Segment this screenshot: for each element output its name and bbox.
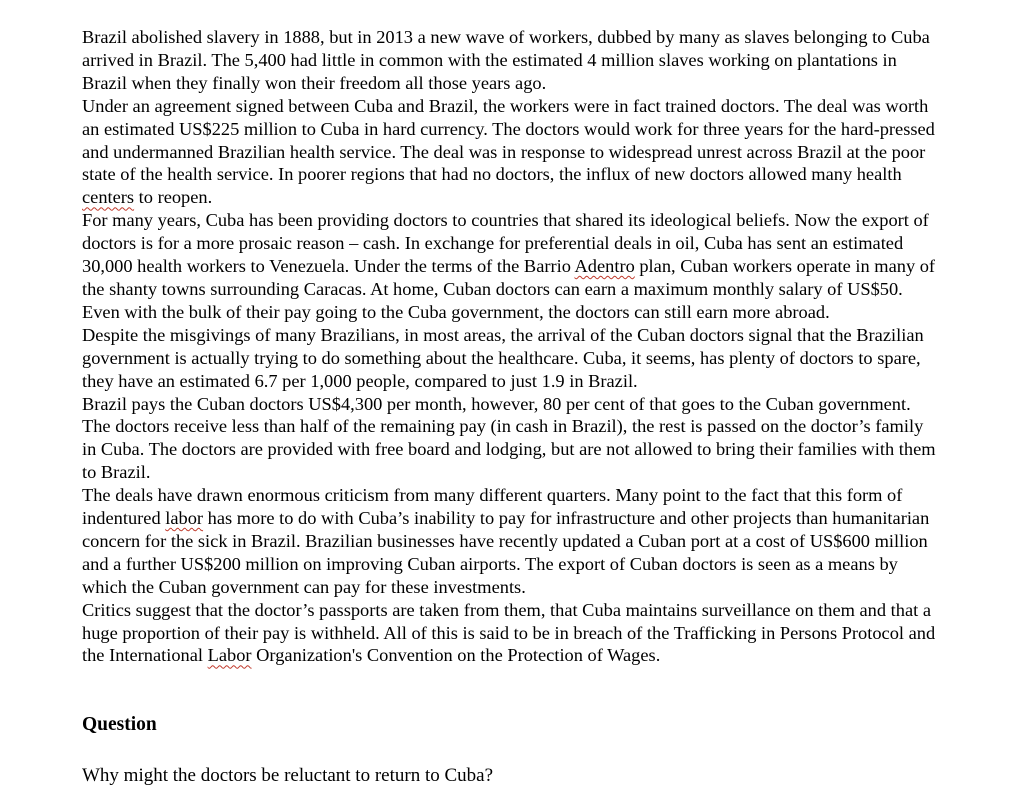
paragraph-text: Critics suggest that the doctor’s passports are taken from them, that Cuba maintains surveillance on them and that a huge proportion of their pay is withheld. All of this is said to be in breach of the Trafficking in Persons Protocol and the International (82, 599, 936, 666)
paragraph (82, 484, 942, 599)
document-page (82, 26, 942, 786)
paragraph (82, 26, 942, 95)
paragraph (82, 95, 942, 210)
spellcheck-flagged-word: centers (82, 187, 135, 208)
paragraph-text: The deals have drawn enormous criticism from many different quarters. Many point to the fact that this form of indentured (82, 485, 903, 529)
paragraph (82, 209, 942, 324)
paragraph (82, 599, 942, 668)
spellcheck-flagged-word: Adentro (574, 256, 635, 277)
question-heading: Question (82, 714, 157, 735)
paragraph-text: Brazil abolished slavery in 1888, but in 2013 a new wave of workers, dubbed by many as slaves belonging to Cuba arrived in Brazil. The 5,400 had little in common with the estimated 4 million slaves working on plantations in Brazil when they finally won their freedom all those years ago. (82, 27, 930, 93)
paragraph-text: Brazil pays the Cuban doctors US$4,300 per month, however, 80 per cent of that goes to the Cuban government. The doctors receive less than half of the remaining pay (in cash in Brazil), the rest is passed on the doctor’s family in Cuba. The doctors are provided with free board and lodging, but are not allowed to bring their families with them to Brazil. (82, 393, 936, 483)
document-body (82, 26, 942, 667)
question-text: Why might the doctors be reluctant to return to Cuba? (82, 765, 494, 786)
paragraph-text: plan, Cuban workers operate in many of the shanty towns surrounding Caracas. At home, Cuban doctors can earn a maximum monthly salary of US$50. Even with the bulk of their pay going to the Cuba government, the doctors can still earn more abroad. (82, 256, 936, 322)
paragraph-text: to reopen. (134, 187, 213, 208)
paragraph-text: has more to do with Cuba’s inability to pay for infrastructure and other projects than humanitarian concern for the sick in Brazil. Brazilian businesses have recently updated a Cuban port at a cost of US$600 million and a further US$200 million on improving Cuban airports. The export of Cuban doctors is seen as a means by which the Cuban government can pay for these investments. (82, 508, 930, 597)
paragraph (82, 324, 942, 393)
paragraph (82, 393, 942, 485)
paragraph-text: Despite the misgivings of many Brazilians, in most areas, the arrival of the Cuban doctors signal that the Brazilian government is actually trying to do something about the healthcare. Cuba, it seems, has plenty of doctors to spare, they have an estimated 6.7 per 1,000 people, compared to just 1.9 in Brazil. (82, 324, 924, 391)
paragraph-text: Under an agreement signed between Cuba and Brazil, the workers were in fact trained doctors. The deal was worth an estimated US$225 million to Cuba in hard currency. The doctors would work for three years for the hard-pressed and undermanned Brazilian health service. The deal was in response to widespread unrest across Brazil at the poor state of the health service. In poorer regions that had no doctors, the influx of new doctors allowed many health (82, 95, 935, 185)
paragraph-text: Organization's Convention on the Protection of Wages. (251, 645, 661, 666)
spellcheck-flagged-word: Labor (207, 645, 252, 666)
paragraph-text: For many years, Cuba has been providing doctors to countries that shared its ideological beliefs. Now the export of doctors is for a more prosaic reason – cash. In exchange for preferential deals in oil, Cuba has sent an estimated 30,000 health workers to Venezuela. Under the terms of the Barrio (82, 210, 929, 277)
spellcheck-flagged-word: labor (165, 508, 204, 529)
